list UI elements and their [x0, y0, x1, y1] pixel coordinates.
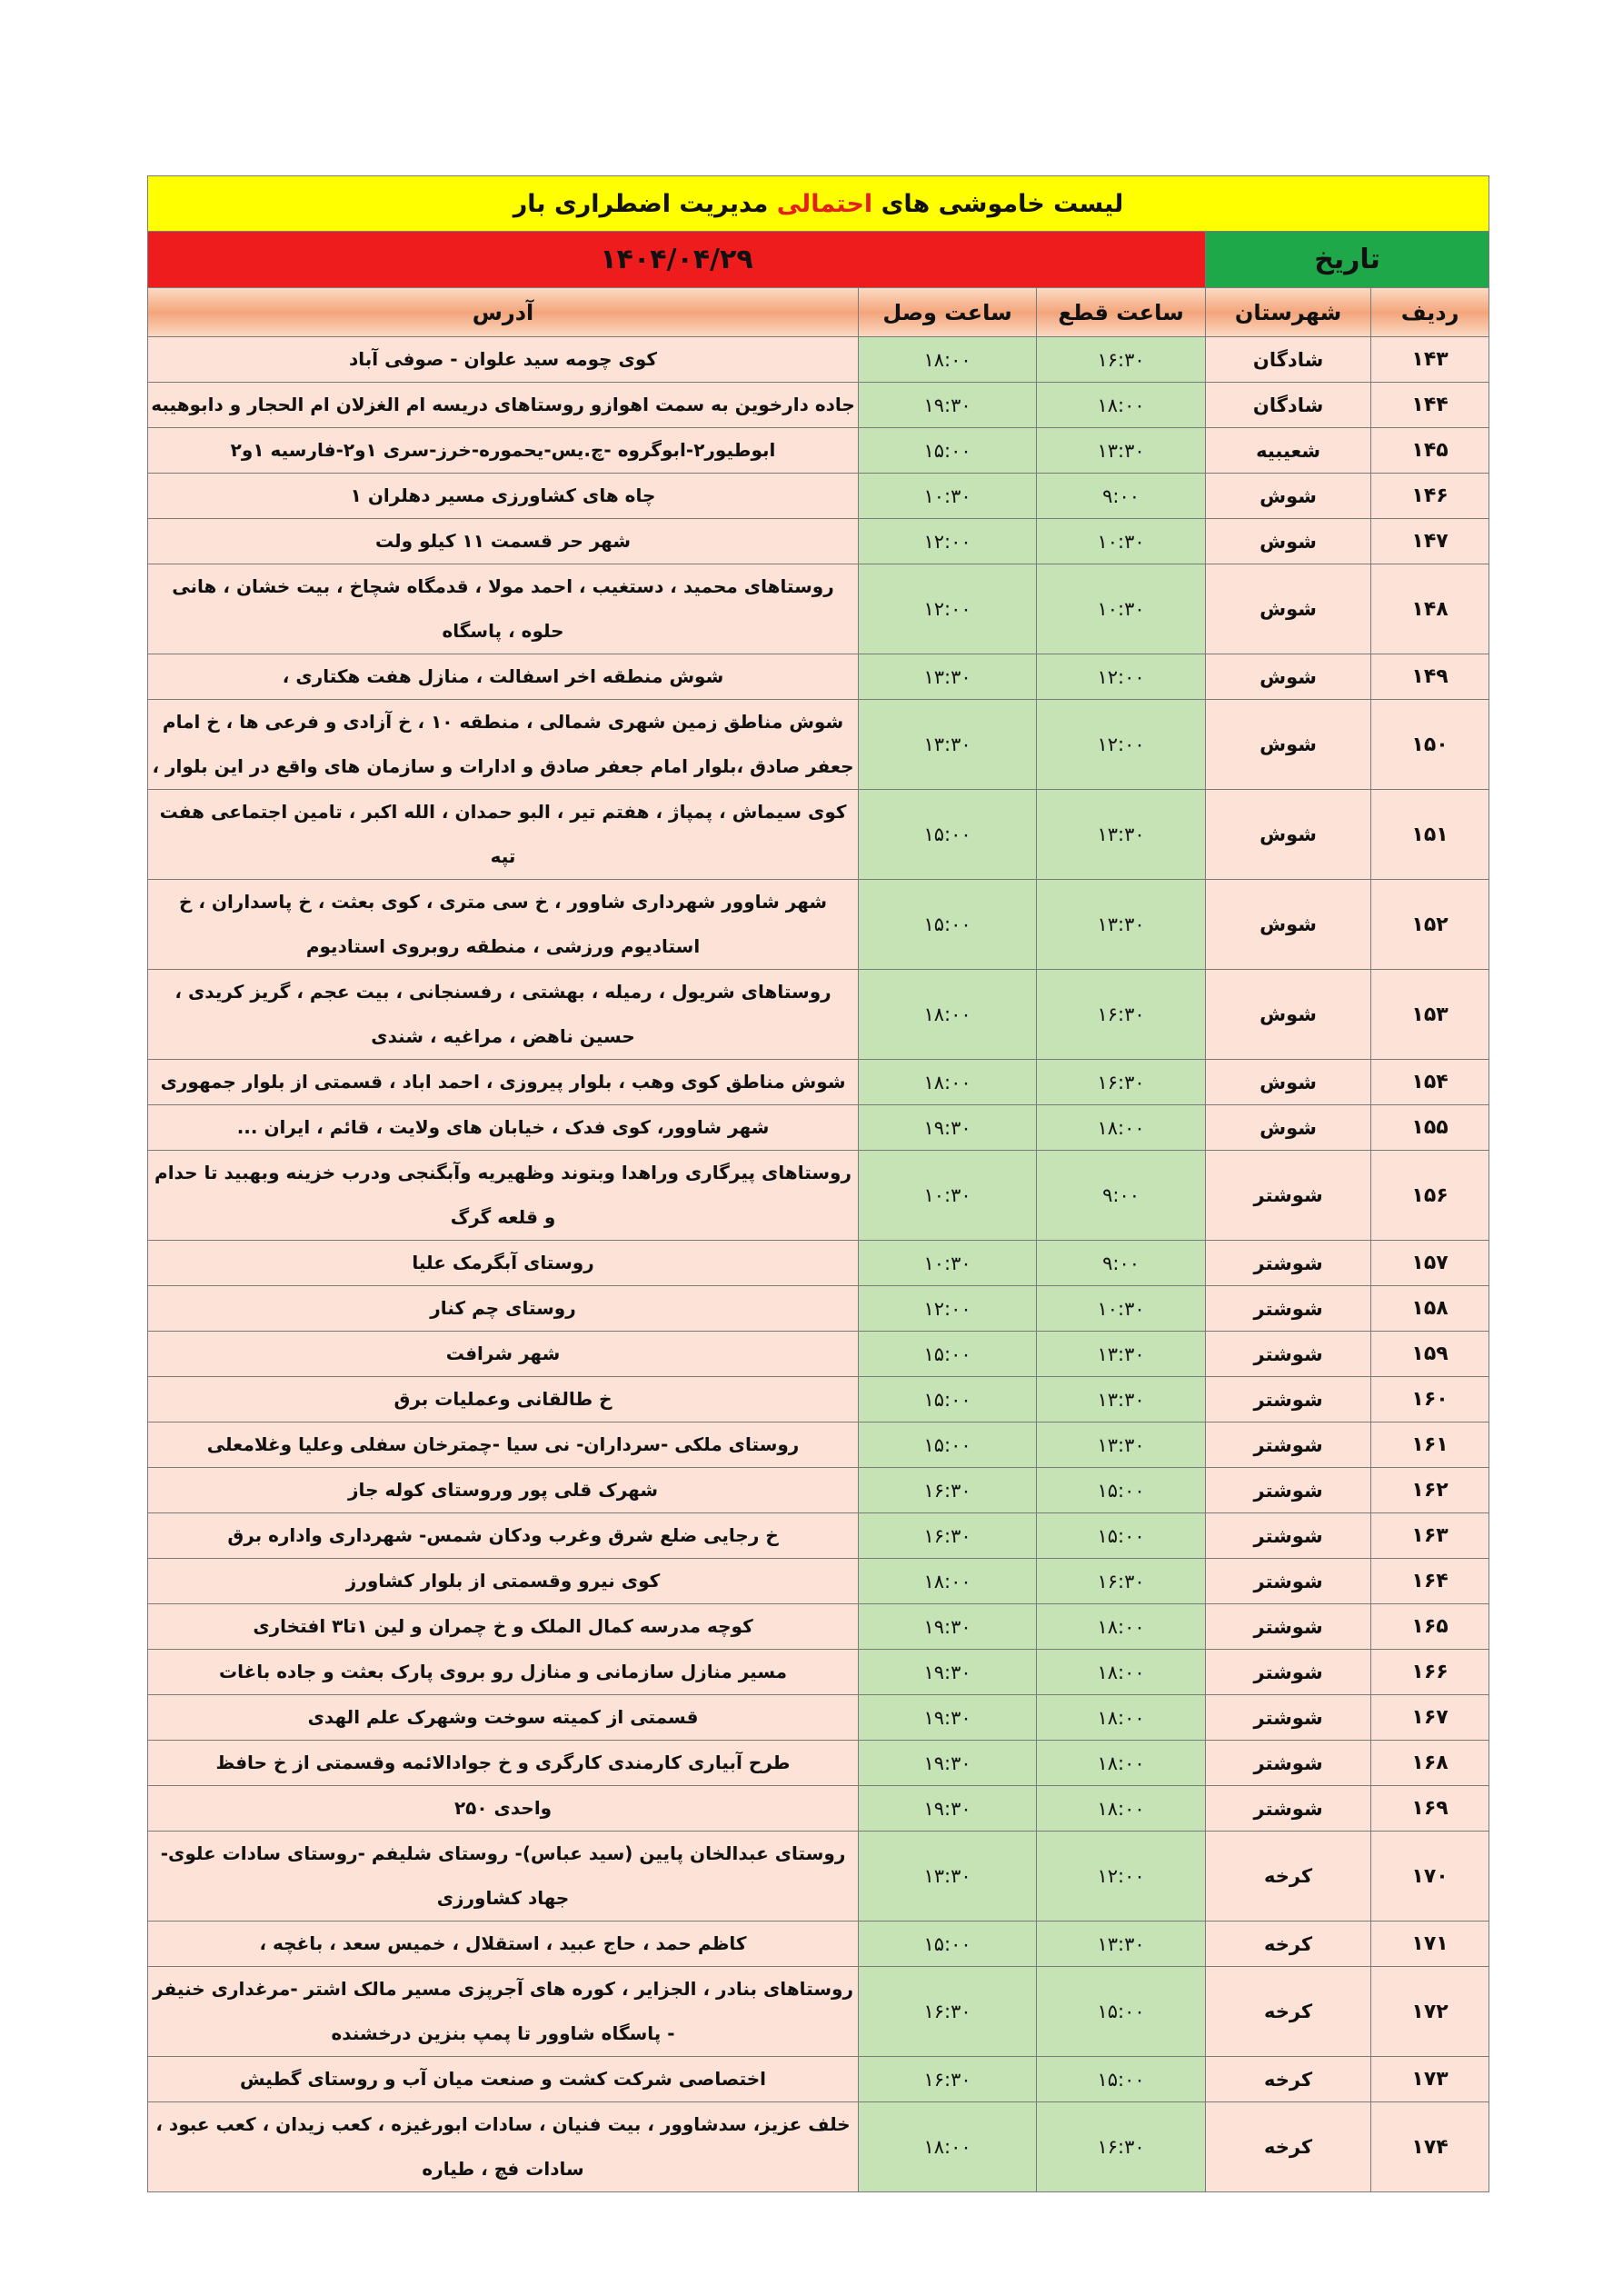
- row-index: ۱۶۰: [1371, 1377, 1489, 1423]
- row-address: روستای آبگرمک علیا: [148, 1241, 859, 1286]
- row-cut-time: ۹:۰۰: [1037, 1151, 1206, 1241]
- row-address: شهر شرافت: [148, 1332, 859, 1377]
- row-connect-time: ۱۲:۰۰: [859, 564, 1037, 654]
- row-index: ۱۶۷: [1371, 1695, 1489, 1741]
- table-row: [148, 1967, 1489, 2057]
- row-address: شوش مناطق کوی وهب ، بلوار پیروزی ، احمد اباد ، قسمتی از بلوار جمهوری: [148, 1060, 859, 1105]
- table-row: [148, 1695, 1489, 1741]
- row-address: کاظم حمد ، حاج عبید ، استقلال ، خمیس سعد ، باغچه ،: [148, 1922, 859, 1967]
- table-row: [148, 474, 1489, 519]
- row-index: ۱۶۴: [1371, 1559, 1489, 1604]
- row-index: ۱۷۳: [1371, 2057, 1489, 2102]
- row-cut-time: ۱۲:۰۰: [1037, 700, 1206, 790]
- row-index: ۱۶۵: [1371, 1604, 1489, 1650]
- row-cut-time: ۱۳:۳۰: [1037, 1332, 1206, 1377]
- row-index: ۱۴۹: [1371, 654, 1489, 700]
- row-index: ۱۷۱: [1371, 1922, 1489, 1967]
- row-cut-time: ۱۸:۰۰: [1037, 1604, 1206, 1650]
- row-city: شوش: [1206, 880, 1371, 970]
- row-address: روستاهای محمید ، دستغیب ، احمد مولا ، قدمگاه شچاخ ، بیت خشان ، هانی حلوه ، پاسگاه: [148, 564, 859, 654]
- row-index: ۱۵۸: [1371, 1286, 1489, 1332]
- row-city: کرخه: [1206, 1922, 1371, 1967]
- row-index: ۱۴۶: [1371, 474, 1489, 519]
- date-value: ۱۴۰۴/۰۴/۲۹: [148, 232, 1206, 288]
- row-connect-time: ۱۶:۳۰: [859, 1967, 1037, 2057]
- row-city: شوش: [1206, 700, 1371, 790]
- row-cut-time: ۱۵:۰۰: [1037, 1513, 1206, 1559]
- row-connect-time: ۱۸:۰۰: [859, 337, 1037, 383]
- row-cut-time: ۱۸:۰۰: [1037, 383, 1206, 428]
- row-address: خ رجایی ضلع شرق وغرب ودکان شمس- شهرداری واداره برق: [148, 1513, 859, 1559]
- table-row: [148, 1423, 1489, 1468]
- row-address: کوی نیرو وقسمتی از بلوار کشاورز: [148, 1559, 859, 1604]
- row-index: ۱۴۳: [1371, 337, 1489, 383]
- table-row: [148, 970, 1489, 1060]
- row-index: ۱۴۵: [1371, 428, 1489, 474]
- row-cut-time: ۱۶:۳۰: [1037, 1060, 1206, 1105]
- row-connect-time: ۱۹:۳۰: [859, 1105, 1037, 1151]
- row-cut-time: ۱۵:۰۰: [1037, 1468, 1206, 1513]
- row-cut-time: ۱۰:۳۰: [1037, 519, 1206, 564]
- row-index: ۱۶۲: [1371, 1468, 1489, 1513]
- row-city: شوش: [1206, 1105, 1371, 1151]
- row-cut-time: ۱۰:۳۰: [1037, 564, 1206, 654]
- row-cut-time: ۱۳:۳۰: [1037, 790, 1206, 880]
- row-index: ۱۵۰: [1371, 700, 1489, 790]
- row-city: شوشتر: [1206, 1786, 1371, 1832]
- table-row: [148, 2057, 1489, 2102]
- row-city: شوشتر: [1206, 1151, 1371, 1241]
- row-connect-time: ۱۸:۰۰: [859, 1559, 1037, 1604]
- row-connect-time: ۱۹:۳۰: [859, 1786, 1037, 1832]
- row-city: شوش: [1206, 564, 1371, 654]
- row-connect-time: ۱۵:۰۰: [859, 428, 1037, 474]
- row-city: شوشتر: [1206, 1286, 1371, 1332]
- row-index: ۱۵۱: [1371, 790, 1489, 880]
- row-address: چاه های کشاورزی مسیر دهلران ۱: [148, 474, 859, 519]
- row-connect-time: ۱۶:۳۰: [859, 2057, 1037, 2102]
- row-address: ابوطیور۲-ابوگروه -چ.یس-یحموره-خرز-سری ۱و۲-فارسیه ۱و۲: [148, 428, 859, 474]
- table-row: [148, 1151, 1489, 1241]
- row-city: شادگان: [1206, 337, 1371, 383]
- table-row: [148, 1559, 1489, 1604]
- table-row: [148, 337, 1489, 383]
- row-cut-time: ۱۸:۰۰: [1037, 1650, 1206, 1695]
- row-connect-time: ۱۹:۳۰: [859, 1604, 1037, 1650]
- row-address: طرح آبیاری کارمندی کارگری و خ جوادالائمه وقسمتی از خ حافظ: [148, 1741, 859, 1786]
- row-address: شوش مناطق زمین شهری شمالی ، منطقه ۱۰ ، خ آزادی و فرعی ها ، خ امام جعفر صادق ،بلوار امام جعفر صادق و ادارات و سازمان های واقع در این بلوار ،: [148, 700, 859, 790]
- row-address: شهر حر قسمت ۱۱ کیلو ولت: [148, 519, 859, 564]
- table-row: [148, 1832, 1489, 1922]
- row-city: شوشتر: [1206, 1423, 1371, 1468]
- page-title: [148, 176, 1489, 232]
- table-row: [148, 790, 1489, 880]
- row-city: شوشتر: [1206, 1513, 1371, 1559]
- table-row: [148, 1741, 1489, 1786]
- row-address: مسیر منازل سازمانی و منازل رو بروی پارک بعثت و جاده باغات: [148, 1650, 859, 1695]
- row-cut-time: ۱۳:۳۰: [1037, 1377, 1206, 1423]
- row-address: خلف عزیز، سدشاوور ، بیت فنیان ، سادات ابورغیزه ، کعب زیدان ، کعب عبود ، سادات فچ ، طیاره: [148, 2102, 859, 2192]
- row-connect-time: ۱۶:۳۰: [859, 1513, 1037, 1559]
- row-cut-time: ۱۸:۰۰: [1037, 1741, 1206, 1786]
- row-address: شهر شاوور شهرداری شاوور ، خ سی متری ، کوی بعثت ، خ پاسداران ، خ استادیوم ورزشی ، منطقه روبروی استادیوم: [148, 880, 859, 970]
- row-cut-time: ۱۳:۳۰: [1037, 1922, 1206, 1967]
- table-row: [148, 1513, 1489, 1559]
- table-row: [148, 564, 1489, 654]
- row-cut-time: ۱۵:۰۰: [1037, 2057, 1206, 2102]
- table-row: [148, 654, 1489, 700]
- row-cut-time: ۹:۰۰: [1037, 474, 1206, 519]
- row-cut-time: ۱۲:۰۰: [1037, 1832, 1206, 1922]
- row-index: ۱۵۷: [1371, 1241, 1489, 1286]
- row-cut-time: ۱۸:۰۰: [1037, 1105, 1206, 1151]
- row-city: شوش: [1206, 790, 1371, 880]
- row-connect-time: ۱۵:۰۰: [859, 1332, 1037, 1377]
- row-connect-time: ۱۵:۰۰: [859, 1922, 1037, 1967]
- row-address: کوی سیماش ، پمپاژ ، هفتم تیر ، البو حمدان ، الله اکبر ، تامین اجتماعی هفت تپه: [148, 790, 859, 880]
- row-index: ۱۵۹: [1371, 1332, 1489, 1377]
- row-city: شوش: [1206, 1060, 1371, 1105]
- row-address: جاده دارخوین به سمت اهوازو روستاهای دریسه ام الغزلان ام الحجار و دابوهیبه: [148, 383, 859, 428]
- row-city: شوشتر: [1206, 1241, 1371, 1286]
- row-cut-time: ۱۲:۰۰: [1037, 654, 1206, 700]
- row-city: شوش: [1206, 474, 1371, 519]
- row-city: کرخه: [1206, 1967, 1371, 2057]
- row-cut-time: ۱۶:۳۰: [1037, 970, 1206, 1060]
- row-address: روستای چم کنار: [148, 1286, 859, 1332]
- row-city: کرخه: [1206, 2102, 1371, 2192]
- row-index: ۱۷۲: [1371, 1967, 1489, 2057]
- table-row: [148, 1922, 1489, 1967]
- row-cut-time: ۱۳:۳۰: [1037, 880, 1206, 970]
- table-row: [148, 428, 1489, 474]
- row-city: شوشتر: [1206, 1650, 1371, 1695]
- row-index: ۱۶۶: [1371, 1650, 1489, 1695]
- row-connect-time: ۱۲:۰۰: [859, 519, 1037, 564]
- row-connect-time: ۱۹:۳۰: [859, 1695, 1037, 1741]
- row-city: کرخه: [1206, 1832, 1371, 1922]
- row-index: ۱۷۰: [1371, 1832, 1489, 1922]
- row-address: روستاهای بنادر ، الجزایر ، کوره های آجرپزی مسیر مالک اشتر -مرغداری خنیفر - پاسگاه شاوور تا پمپ بنزین درخشنده: [148, 1967, 859, 2057]
- row-address: روستای ملکی -سرداران- نی سیا -چمترخان سفلی وعلیا وغلامعلی: [148, 1423, 859, 1468]
- row-city: شوشتر: [1206, 1695, 1371, 1741]
- row-connect-time: ۱۳:۳۰: [859, 1832, 1037, 1922]
- table-row: [148, 880, 1489, 970]
- row-index: ۱۴۷: [1371, 519, 1489, 564]
- row-cut-time: ۱۵:۰۰: [1037, 1967, 1206, 2057]
- row-index: ۱۷۴: [1371, 2102, 1489, 2192]
- row-city: شوشتر: [1206, 1332, 1371, 1377]
- row-connect-time: ۱۸:۰۰: [859, 970, 1037, 1060]
- date-label: تاریخ: [1206, 232, 1489, 288]
- row-city: شوشتر: [1206, 1741, 1371, 1786]
- row-cut-time: ۱۳:۳۰: [1037, 1423, 1206, 1468]
- table-row: [148, 1241, 1489, 1286]
- header-address: آدرس: [148, 288, 859, 337]
- row-index: ۱۴۴: [1371, 383, 1489, 428]
- row-index: ۱۶۸: [1371, 1741, 1489, 1786]
- header-city: شهرستان: [1206, 288, 1371, 337]
- table-row: [148, 2102, 1489, 2192]
- table-row: [148, 1786, 1489, 1832]
- row-cut-time: ۱۸:۰۰: [1037, 1786, 1206, 1832]
- row-index: ۱۵۴: [1371, 1060, 1489, 1105]
- row-cut-time: ۱۰:۳۰: [1037, 1286, 1206, 1332]
- title-text-end: مدیریت اضطراری بار: [513, 189, 777, 218]
- row-connect-time: ۱۵:۰۰: [859, 790, 1037, 880]
- table-row: [148, 1468, 1489, 1513]
- row-city: کرخه: [1206, 2057, 1371, 2102]
- table-row: [148, 1286, 1489, 1332]
- header-row: [148, 288, 1489, 337]
- row-city: شوش: [1206, 519, 1371, 564]
- row-connect-time: ۱۵:۰۰: [859, 1377, 1037, 1423]
- table-row: [148, 519, 1489, 564]
- header-connect-time: ساعت وصل: [859, 288, 1037, 337]
- row-address: خ طالقانی وعملیات برق: [148, 1377, 859, 1423]
- date-row: [148, 232, 1489, 288]
- row-connect-time: ۱۵:۰۰: [859, 880, 1037, 970]
- row-connect-time: ۱۹:۳۰: [859, 1650, 1037, 1695]
- row-connect-time: ۱۶:۳۰: [859, 1468, 1037, 1513]
- table-row: [148, 1332, 1489, 1377]
- row-connect-time: ۱۰:۳۰: [859, 1151, 1037, 1241]
- header-index: ردیف: [1371, 288, 1489, 337]
- row-cut-time: ۹:۰۰: [1037, 1241, 1206, 1286]
- row-connect-time: ۱۰:۳۰: [859, 474, 1037, 519]
- row-connect-time: ۱۳:۳۰: [859, 654, 1037, 700]
- table-row: [148, 383, 1489, 428]
- row-address: شوش منطقه اخر اسفالت ، منازل هفت هکتاری ،: [148, 654, 859, 700]
- row-address: روستاهای پیرگاری وراهدا وبتوند وظهیریه وآبگنجی ودرب خزینه وبهبید تا حدام و قلعه گرگ: [148, 1151, 859, 1241]
- row-index: ۱۵۳: [1371, 970, 1489, 1060]
- table-body: [148, 337, 1489, 2192]
- row-connect-time: ۱۹:۳۰: [859, 383, 1037, 428]
- table-row: [148, 700, 1489, 790]
- row-index: ۱۶۱: [1371, 1423, 1489, 1468]
- row-connect-time: ۱۸:۰۰: [859, 2102, 1037, 2192]
- row-connect-time: ۱۰:۳۰: [859, 1241, 1037, 1286]
- row-connect-time: ۱۵:۰۰: [859, 1423, 1037, 1468]
- title-row: [148, 176, 1489, 232]
- row-cut-time: ۱۶:۳۰: [1037, 337, 1206, 383]
- row-address: روستاهای شریول ، رمیله ، بهشتی ، رفسنجانی ، بیت عجم ، گریز کریدی ، حسین ناهض ، مراغیه ، شندی: [148, 970, 859, 1060]
- row-address: شهر شاوور، کوی فدک ، خیابان های ولایت ، قائم ، ایران ...: [148, 1105, 859, 1151]
- table-row: [148, 1604, 1489, 1650]
- header-cut-time: ساعت قطع: [1037, 288, 1206, 337]
- table-row: [148, 1650, 1489, 1695]
- row-city: شوشتر: [1206, 1377, 1371, 1423]
- row-city: شوش: [1206, 654, 1371, 700]
- row-index: ۱۴۸: [1371, 564, 1489, 654]
- row-index: ۱۶۹: [1371, 1786, 1489, 1832]
- row-address: کوچه مدرسه کمال الملک و خ چمران و لین ۱تا۳ افتخاری: [148, 1604, 859, 1650]
- table-row: [148, 1377, 1489, 1423]
- row-address: شهرک قلی پور وروستای کوله جاز: [148, 1468, 859, 1513]
- row-city: شادگان: [1206, 383, 1371, 428]
- table-row: [148, 1105, 1489, 1151]
- row-cut-time: ۱۶:۳۰: [1037, 1559, 1206, 1604]
- row-address: اختصاصی شرکت کشت و صنعت میان آب و روستای گطیش: [148, 2057, 859, 2102]
- row-cut-time: ۱۶:۳۰: [1037, 2102, 1206, 2192]
- row-cut-time: ۱۸:۰۰: [1037, 1695, 1206, 1741]
- table-row: [148, 1060, 1489, 1105]
- row-connect-time: ۱۳:۳۰: [859, 700, 1037, 790]
- row-index: ۱۵۲: [1371, 880, 1489, 970]
- row-city: شوشتر: [1206, 1468, 1371, 1513]
- row-index: ۱۶۳: [1371, 1513, 1489, 1559]
- row-address: واحدی ۲۵۰: [148, 1786, 859, 1832]
- row-index: ۱۵۵: [1371, 1105, 1489, 1151]
- row-connect-time: ۱۹:۳۰: [859, 1741, 1037, 1786]
- row-city: شوشتر: [1206, 1559, 1371, 1604]
- row-index: ۱۵۶: [1371, 1151, 1489, 1241]
- row-city: شوشتر: [1206, 1604, 1371, 1650]
- row-city: شوش: [1206, 970, 1371, 1060]
- row-address: قسمتی از کمیته سوخت وشهرک علم الهدی: [148, 1695, 859, 1741]
- row-address: کوی چومه سید علوان - صوفی آباد: [148, 337, 859, 383]
- row-connect-time: ۱۸:۰۰: [859, 1060, 1037, 1105]
- title-text-start: لیست خاموشی های: [872, 189, 1124, 218]
- title-highlight: احتمالی: [776, 189, 873, 218]
- row-city: شعیبیه: [1206, 428, 1371, 474]
- row-cut-time: ۱۳:۳۰: [1037, 428, 1206, 474]
- row-address: روستای عبدالخان پایین (سید عباس)- روستای شلیفم -روستای سادات علوی- جهاد کشاورزی: [148, 1832, 859, 1922]
- blackout-table: [147, 175, 1489, 2192]
- row-connect-time: ۱۲:۰۰: [859, 1286, 1037, 1332]
